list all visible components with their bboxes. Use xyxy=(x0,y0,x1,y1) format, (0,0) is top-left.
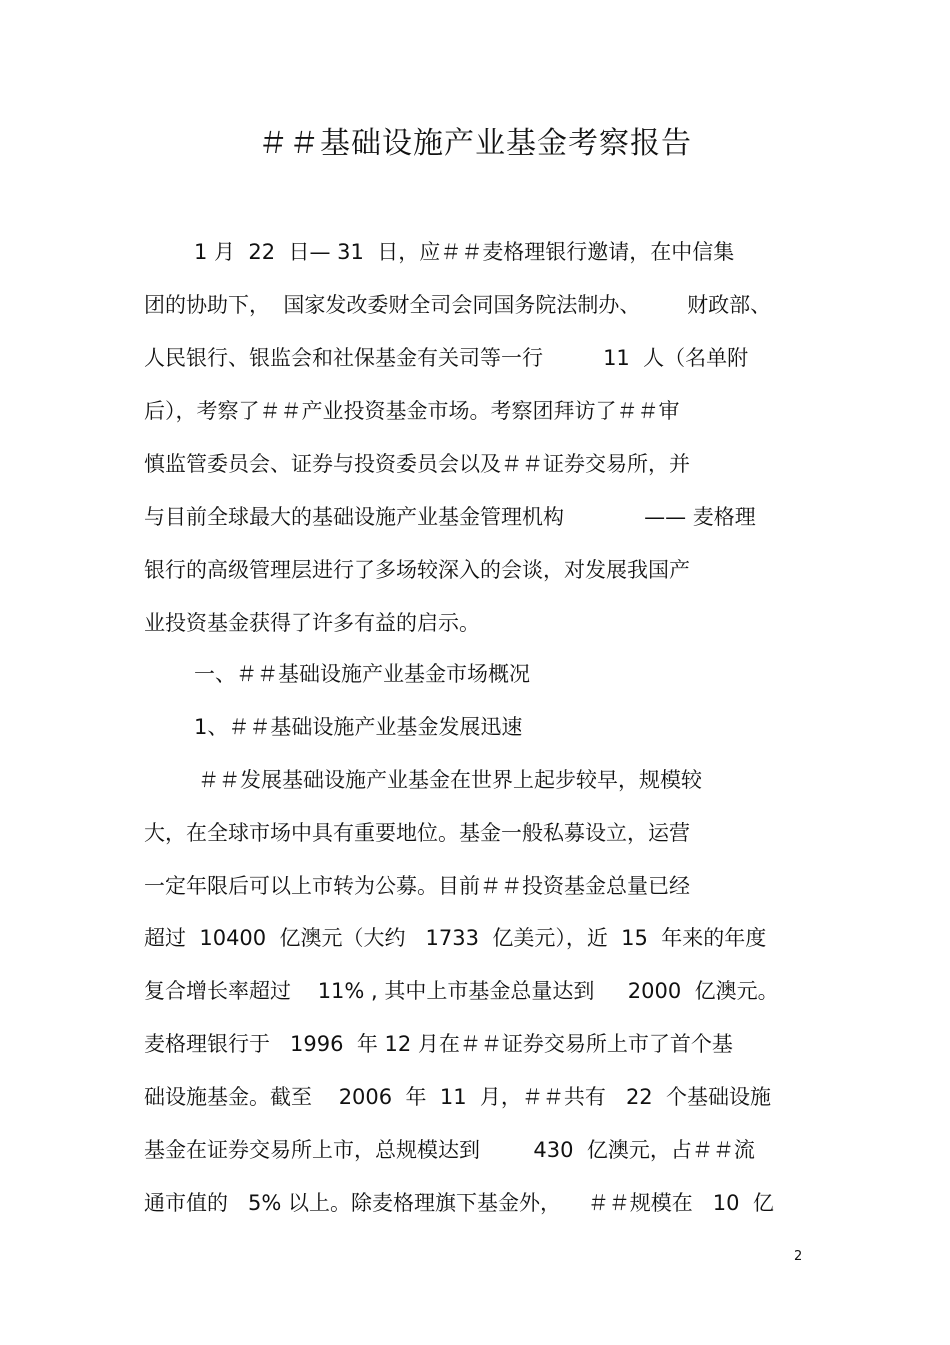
body-line-16: 基金在证券交易所上市，总规模达到 430 亿澳元，占＃＃流 xyxy=(144,1138,755,1162)
body-line-13: 复合增长率超过 11% , 其中上市基金总量达到 2000 亿澳元。 xyxy=(144,979,779,1003)
body-line-9: ＃＃发展基础设施产业基金在世界上起步较早，规模较 xyxy=(198,768,702,792)
body-line-12: 超过 10400 亿澳元（大约 1733 亿美元），近 15 年来的年度 xyxy=(144,926,767,950)
body-line-2: 团的协助下， 国家发改委财全司会同国务院法制办、 财政部、 xyxy=(144,293,772,317)
body-line-5: 慎监管委员会、证券与投资委员会以及＃＃证券交易所，并 xyxy=(144,452,690,476)
subsection-heading-1: 1、＃＃基础设施产业基金发展迅速 xyxy=(194,715,523,739)
body-line-10: 大，在全球市场中具有重要地位。基金一般私募设立，运营 xyxy=(144,821,690,845)
section-heading-1: 一、＃＃基础设施产业基金市场概况 xyxy=(194,662,530,686)
body-line-6: 与目前全球最大的基础设施产业基金管理机构 —— 麦格理 xyxy=(144,505,756,529)
body-line-11: 一定年限后可以上市转为公募。目前＃＃投资基金总量已经 xyxy=(144,874,690,898)
page-number: 2 xyxy=(794,1249,803,1264)
body-line-4: 后），考察了＃＃产业投资基金市场。考察团拜访了＃＃审 xyxy=(144,399,680,423)
body-line-15: 础设施基金。截至 2006 年 11 月，＃＃共有 22 个基础设施 xyxy=(144,1085,772,1109)
body-line-17: 通市值的 5% 以上。除麦格理旗下基金外， ＃＃规模在 10 亿 xyxy=(144,1191,774,1215)
body-line-3: 人民银行、银监会和社保基金有关司等一行 11 人（名单附 xyxy=(144,346,749,370)
body-line-7: 银行的高级管理层进行了多场较深入的会谈，对发展我国产 xyxy=(144,558,690,582)
document-title: ＃＃基础设施产业基金考察报告 xyxy=(258,126,692,161)
body-line-8: 业投资基金获得了许多有益的启示。 xyxy=(144,611,480,635)
body-line-1: 1 月 22 日— 31 日，应＃＃麦格理银行邀请，在中信集 xyxy=(194,240,735,264)
body-line-14: 麦格理银行于 1996 年 12 月在＃＃证券交易所上市了首个基 xyxy=(144,1032,733,1056)
